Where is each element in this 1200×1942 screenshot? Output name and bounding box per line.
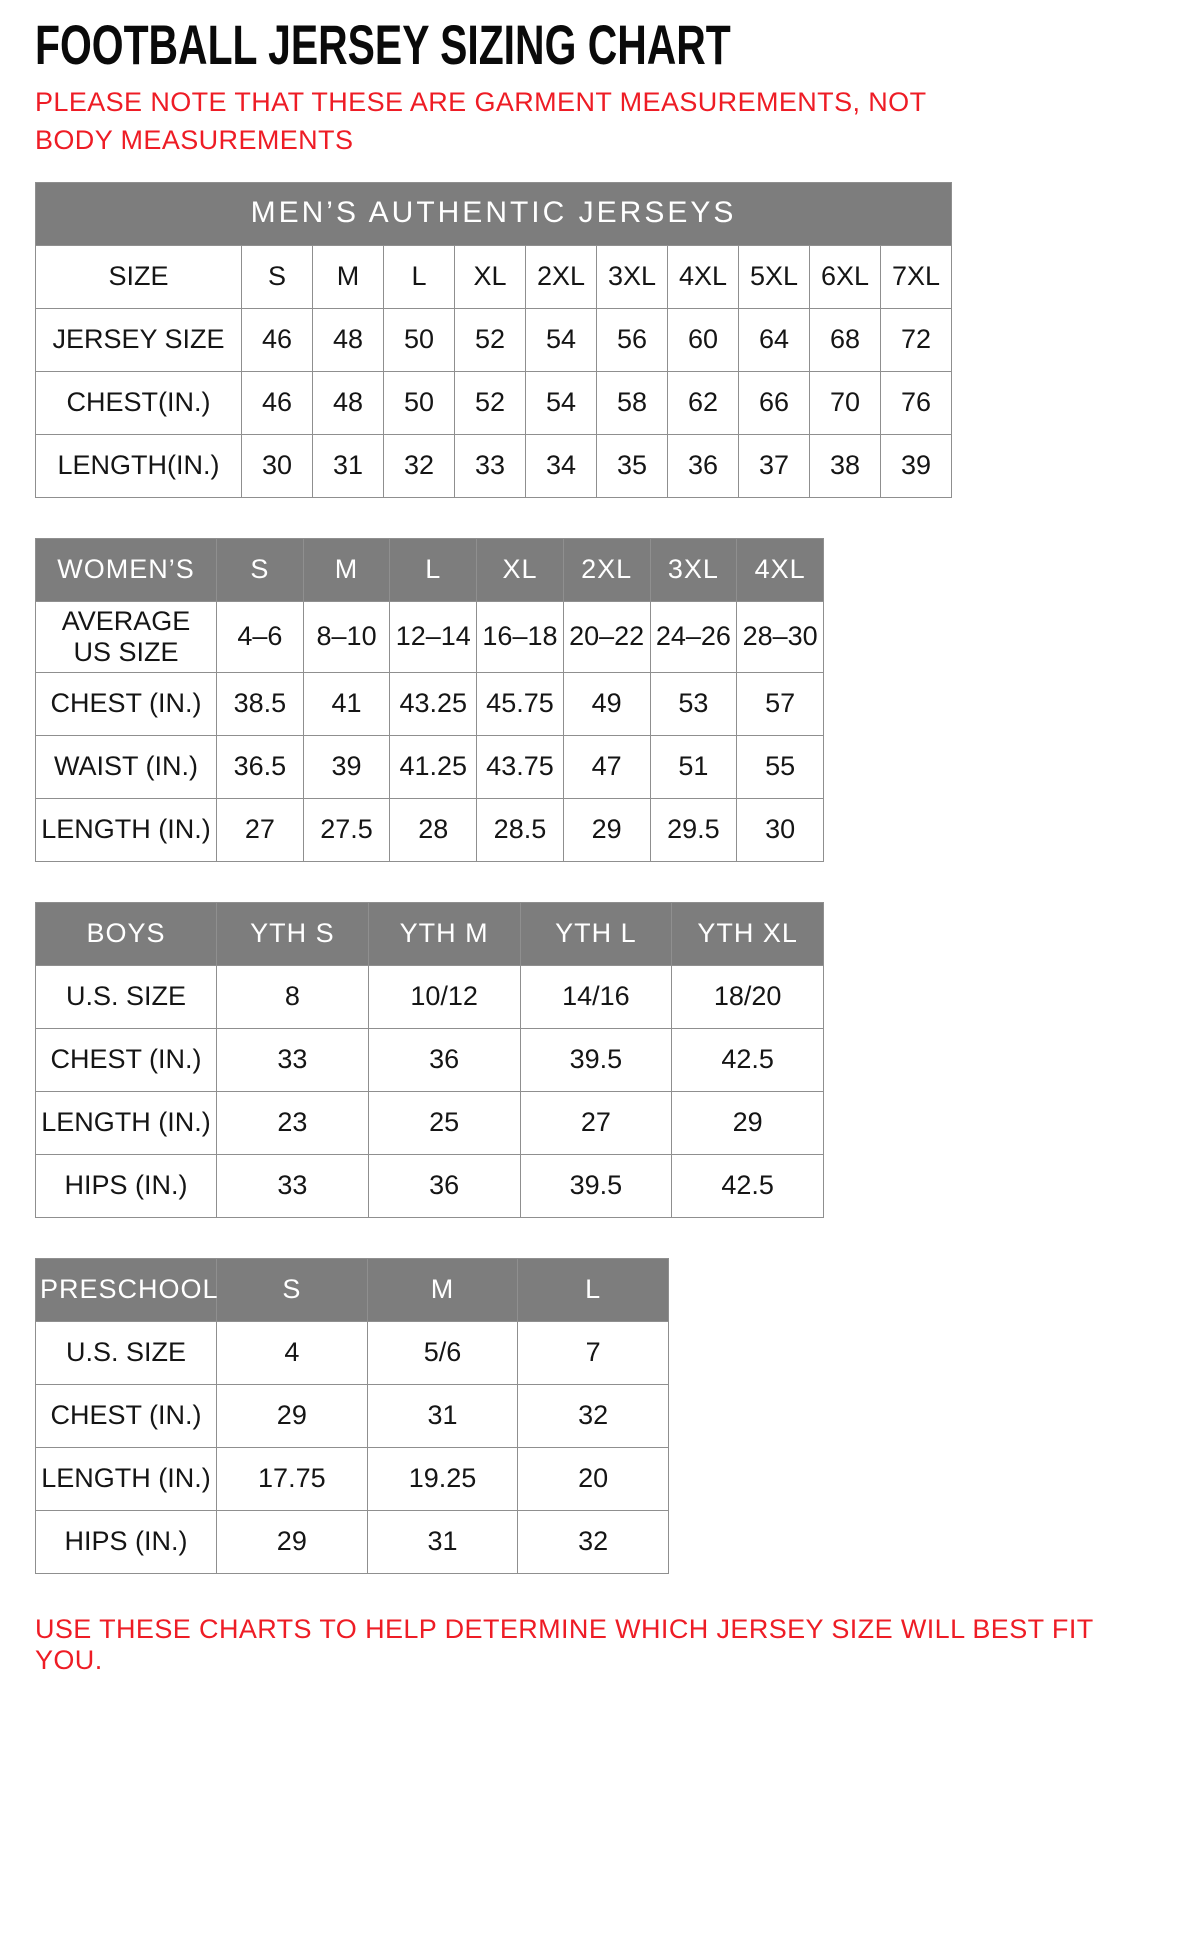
table-row [36,1321,669,1384]
value-cell: 39 [881,434,952,497]
value-cell: 43.25 [390,672,477,735]
row-label: LENGTH(IN.) [36,434,242,497]
boys-header-label: BOYS [36,902,217,965]
column-header: S [217,538,304,601]
value-cell: 8 [217,965,369,1028]
value-cell: 33 [455,434,526,497]
table-row [36,1384,669,1447]
table-row [36,371,952,434]
row-label: LENGTH (IN.) [36,1447,217,1510]
garment-measurement-note: PLEASE NOTE THAT THESE ARE GARMENT MEASUREMENTS, NOT BODY MEASUREMENTS [35,87,926,155]
table-row [36,434,952,497]
boys-section [35,902,1165,1218]
mens-table [35,182,952,498]
row-label: JERSEY SIZE [36,308,242,371]
value-cell: L [384,245,455,308]
column-header: 3XL [650,538,737,601]
table-row [36,672,824,735]
value-cell: 6XL [810,245,881,308]
value-cell: 34 [526,434,597,497]
table-row [36,1028,824,1091]
value-cell: 3XL [597,245,668,308]
value-cell: 20 [518,1447,669,1510]
value-cell: 38 [810,434,881,497]
value-cell: 52 [455,308,526,371]
value-cell: 29.5 [650,798,737,861]
value-cell: 54 [526,371,597,434]
value-cell: 39.5 [520,1154,672,1217]
value-cell: 55 [737,735,824,798]
preschool-header-label: PRESCHOOL [36,1258,217,1321]
value-cell: 42.5 [672,1028,824,1091]
value-cell: 39.5 [520,1028,672,1091]
value-cell: 60 [668,308,739,371]
value-cell: 41.25 [390,735,477,798]
value-cell: 54 [526,308,597,371]
value-cell: 4 [217,1321,368,1384]
value-cell: 64 [739,308,810,371]
row-label: SIZE [36,245,242,308]
value-cell: 39 [303,735,390,798]
value-cell: 31 [367,1384,518,1447]
value-cell: 31 [313,434,384,497]
value-cell: 4XL [668,245,739,308]
value-cell: 46 [242,371,313,434]
value-cell: 7 [518,1321,669,1384]
column-header: 2XL [563,538,650,601]
value-cell: 32 [518,1510,669,1573]
value-cell: 50 [384,371,455,434]
preschool-section [35,1258,1165,1574]
value-cell: M [313,245,384,308]
row-label: HIPS (IN.) [36,1154,217,1217]
value-cell: 27 [217,798,304,861]
value-cell: 18/20 [672,965,824,1028]
preschool-table [35,1258,669,1574]
column-header: YTH XL [672,902,824,965]
boys-header-row [36,902,824,965]
table-row [36,308,952,371]
value-cell: 29 [217,1510,368,1573]
value-cell: 56 [597,308,668,371]
column-header: S [217,1258,368,1321]
value-cell: 16–18 [477,601,564,672]
value-cell: 72 [881,308,952,371]
column-header: M [367,1258,518,1321]
column-header: YTH L [520,902,672,965]
value-cell: 36.5 [217,735,304,798]
value-cell: 66 [739,371,810,434]
value-cell: 50 [384,308,455,371]
value-cell: 33 [217,1154,369,1217]
column-header: L [518,1258,669,1321]
table-row [36,1447,669,1510]
value-cell: 10/12 [368,965,520,1028]
value-cell: 4–6 [217,601,304,672]
value-cell: 33 [217,1028,369,1091]
womens-section [35,538,1165,862]
row-label: CHEST(IN.) [36,371,242,434]
table-row [36,245,952,308]
table-row [36,798,824,861]
row-label: CHEST (IN.) [36,672,217,735]
value-cell: 32 [384,434,455,497]
value-cell: 28.5 [477,798,564,861]
value-cell: XL [455,245,526,308]
value-cell: S [242,245,313,308]
value-cell: 17.75 [217,1447,368,1510]
footer-note: USE THESE CHARTS TO HELP DETERMINE WHICH JERSEY SIZE WILL BEST FIT YOU. [35,1613,1094,1675]
value-cell: 27.5 [303,798,390,861]
preschool-header-row [36,1258,669,1321]
value-cell: 12–14 [390,601,477,672]
value-cell: 41 [303,672,390,735]
value-cell: 70 [810,371,881,434]
column-header: YTH M [368,902,520,965]
value-cell: 7XL [881,245,952,308]
value-cell: 27 [520,1091,672,1154]
value-cell: 36 [368,1154,520,1217]
value-cell: 58 [597,371,668,434]
column-header: 4XL [737,538,824,601]
value-cell: 5XL [739,245,810,308]
row-label: AVERAGE US SIZE [36,601,217,672]
value-cell: 2XL [526,245,597,308]
page-title-text: FOOTBALL JERSEY SIZING CHART [35,13,731,76]
value-cell: 53 [650,672,737,735]
column-header: L [390,538,477,601]
value-cell: 45.75 [477,672,564,735]
table-row [36,1154,824,1217]
value-cell: 76 [881,371,952,434]
value-cell: 29 [217,1384,368,1447]
row-label: U.S. SIZE [36,1321,217,1384]
value-cell: 25 [368,1091,520,1154]
value-cell: 29 [563,798,650,861]
column-header: YTH S [217,902,369,965]
value-cell: 29 [672,1091,824,1154]
value-cell: 68 [810,308,881,371]
value-cell: 30 [242,434,313,497]
value-cell: 48 [313,371,384,434]
value-cell: 24–26 [650,601,737,672]
column-header: M [303,538,390,601]
value-cell: 28–30 [737,601,824,672]
value-cell: 28 [390,798,477,861]
value-cell: 5/6 [367,1321,518,1384]
table-row [36,1510,669,1573]
table-row [36,965,824,1028]
row-label: LENGTH (IN.) [36,1091,217,1154]
value-cell: 32 [518,1384,669,1447]
value-cell: 31 [367,1510,518,1573]
value-cell: 48 [313,308,384,371]
value-cell: 47 [563,735,650,798]
value-cell: 30 [737,798,824,861]
row-label: HIPS (IN.) [36,1510,217,1573]
value-cell: 57 [737,672,824,735]
value-cell: 42.5 [672,1154,824,1217]
row-label: WAIST (IN.) [36,735,217,798]
value-cell: 35 [597,434,668,497]
value-cell: 37 [739,434,810,497]
table-row [36,1091,824,1154]
womens-table [35,538,824,862]
mens-authentic-jerseys-section [35,182,1165,498]
value-cell: 19.25 [367,1447,518,1510]
value-cell: 52 [455,371,526,434]
row-label: U.S. SIZE [36,965,217,1028]
womens-header-row [36,538,824,601]
value-cell: 62 [668,371,739,434]
row-label: CHEST (IN.) [36,1384,217,1447]
value-cell: 23 [217,1091,369,1154]
value-cell: 8–10 [303,601,390,672]
value-cell: 46 [242,308,313,371]
value-cell: 49 [563,672,650,735]
column-header: XL [477,538,564,601]
boys-table [35,902,824,1218]
womens-header-label: WOMEN’S [36,538,217,601]
mens-table-banner: MEN’S AUTHENTIC JERSEYS [36,182,952,245]
value-cell: 51 [650,735,737,798]
table-row [36,601,824,672]
value-cell: 14/16 [520,965,672,1028]
value-cell: 36 [668,434,739,497]
value-cell: 20–22 [563,601,650,672]
page-title [35,13,1165,78]
value-cell: 38.5 [217,672,304,735]
row-label: CHEST (IN.) [36,1028,217,1091]
value-cell: 36 [368,1028,520,1091]
sizing-chart-page [35,13,1165,1676]
row-label: LENGTH (IN.) [36,798,217,861]
table-row [36,735,824,798]
value-cell: 43.75 [477,735,564,798]
